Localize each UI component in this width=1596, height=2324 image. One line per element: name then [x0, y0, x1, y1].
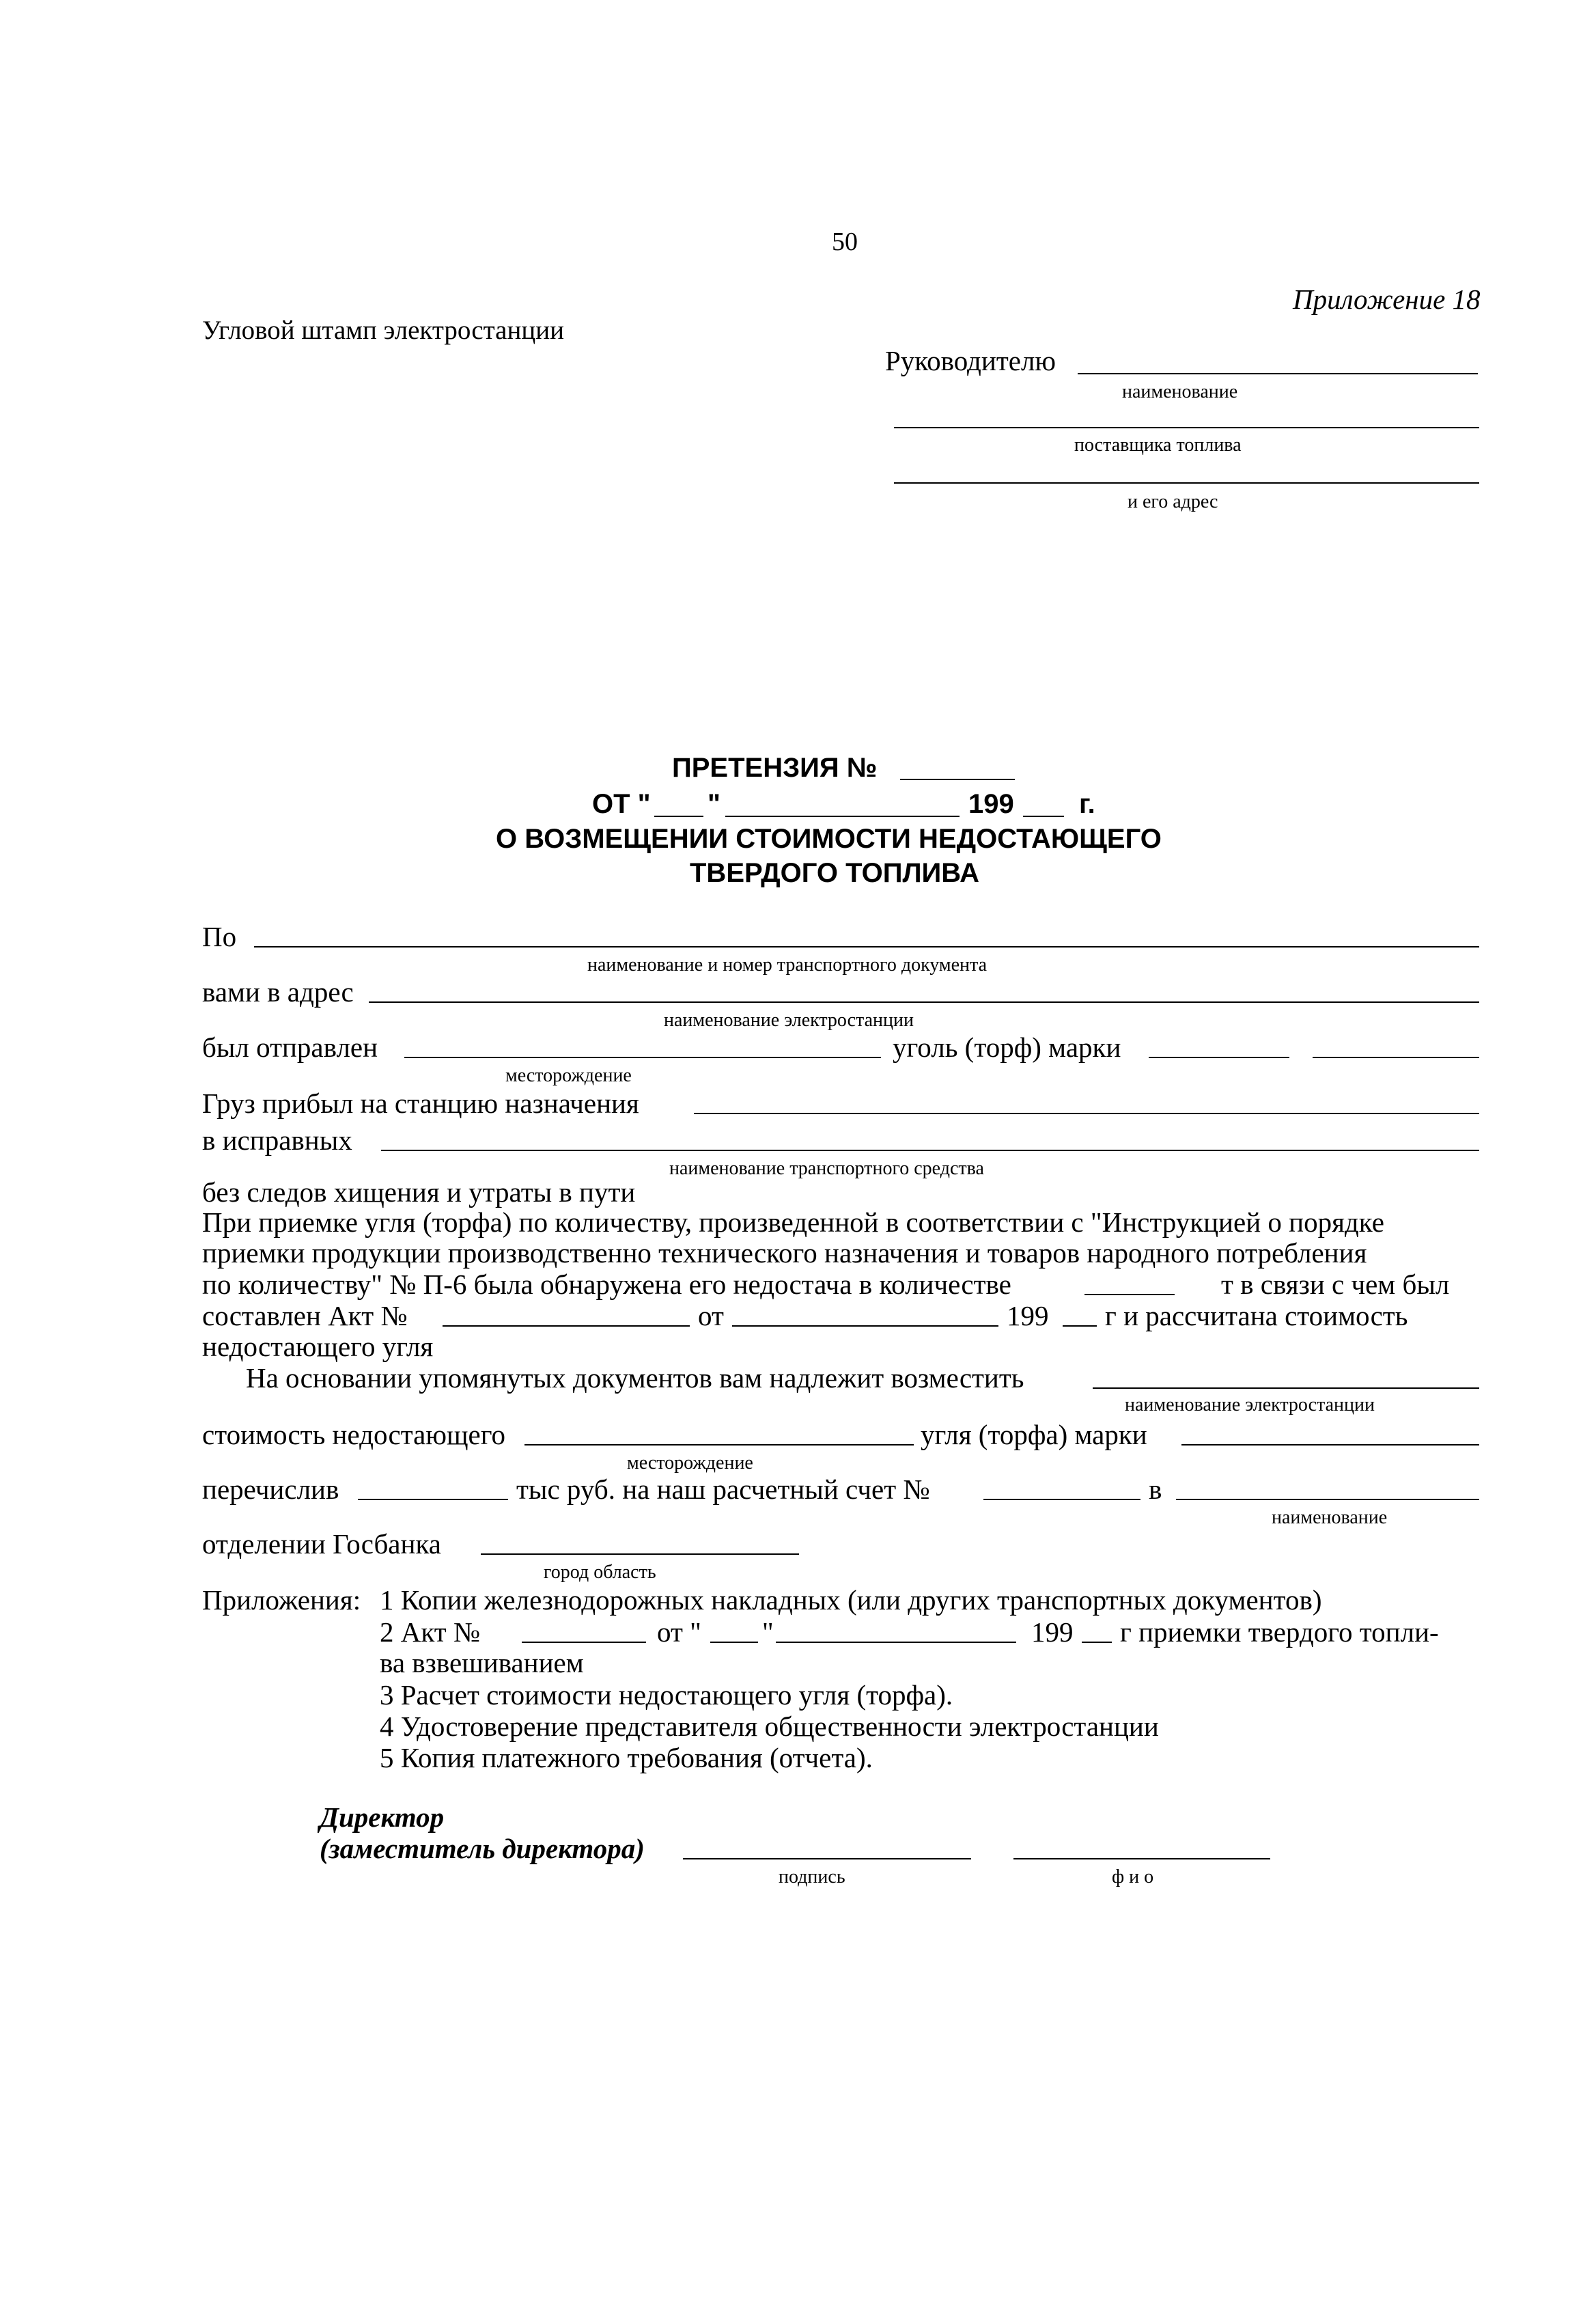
date-year-line [1023, 816, 1064, 817]
para1-line4b: от [698, 1300, 724, 1331]
claim-number-line [900, 779, 1015, 780]
caption-fio: ф и о [1112, 1866, 1154, 1887]
para2-line1: На основании упомянутых документов вам надлежит возместить [246, 1362, 1024, 1394]
para1-line5: недостающего угля [202, 1331, 434, 1362]
attachment-item-1: 1 Копии железнодорожных накладных (или других транспортных документов) [380, 1584, 1322, 1616]
caption-station2: наименование электростанции [1125, 1394, 1375, 1415]
caption-name: наименование [1272, 1507, 1388, 1528]
para1-line4c: 199 [1007, 1300, 1049, 1331]
label-otdelenii: отделении Госбанка [202, 1528, 441, 1560]
item2-day-line [710, 1642, 758, 1643]
station-line [369, 1001, 1479, 1003]
label-v: в [1149, 1474, 1162, 1505]
title-date-quote: " [708, 789, 720, 819]
stamp-label: Угловой штамп электростанции [202, 316, 564, 345]
para1-line1: При приемке угля (торфа) по количеству, произведенной в соответствии с "Инструкцией о порядке [202, 1206, 1384, 1238]
recipient-label: Руководителю [885, 345, 1056, 376]
page-number: 50 [832, 227, 858, 256]
deputy-label: (заместитель директора) [320, 1833, 645, 1864]
caption-power-station: наименование электростанции [664, 1010, 914, 1031]
title-line4: ТВЕРДОГО ТОПЛИВА [690, 858, 980, 888]
label-v-ispravnyh: в исправных [202, 1124, 352, 1156]
amount-line [358, 1499, 508, 1500]
label-stoimost: стоимость недостающего [202, 1419, 506, 1450]
item2-month-line [776, 1642, 1016, 1643]
label-po: По [202, 921, 237, 952]
caption-deposit: месторождение [505, 1065, 632, 1086]
title-date-year: 199 [968, 789, 1014, 819]
director-label: Директор [320, 1801, 445, 1833]
attachment-item-5: 5 Копия платежного требования (отчета). [380, 1742, 873, 1773]
signature-line [683, 1858, 971, 1859]
destination-line [694, 1113, 1479, 1114]
label-perechisliv: перечислив [202, 1474, 339, 1505]
para1-line4a: составлен Акт № [202, 1300, 408, 1331]
attachment-item-3: 3 Расчет стоимости недостающего угля (торфа). [380, 1679, 953, 1711]
para1-line3a: по количеству" № П-6 была обнаружена его недостача в количестве [202, 1269, 1011, 1300]
fio-line [1013, 1858, 1270, 1859]
item2-year-line [1082, 1642, 1112, 1643]
caption-transport-doc: наименование и номер транспортного документа [587, 954, 988, 976]
bank-name-line [1176, 1499, 1479, 1500]
reimburse-station-line [1093, 1387, 1479, 1389]
attachment-item-2-year: 199 [1031, 1616, 1074, 1648]
appendix-label: Приложение 18 [1293, 283, 1481, 315]
recipient-supplier-line [894, 427, 1479, 428]
recipient-address-line [894, 482, 1479, 484]
para1-line2: приемки продукции производственно технического назначения и товаров народного потребления [202, 1237, 1367, 1269]
deposit-line [404, 1057, 881, 1058]
title-line3: О ВОЗМЕЩЕНИИ СТОИМОСТИ НЕДОСТАЮЩЕГО [496, 824, 1162, 854]
caption-city: город область [544, 1562, 656, 1583]
text-bez-sledov: без следов хищения и утраты в пути [202, 1176, 636, 1208]
label-gruz-pribyl: Груз прибыл на станцию назначения [202, 1088, 639, 1119]
shortage-amount-line [1084, 1294, 1175, 1295]
label-uglya-marki: угля (торфа) марки [921, 1419, 1147, 1450]
act-number-line [443, 1325, 690, 1327]
title-claim: ПРЕТЕНЗИЯ № [672, 753, 878, 783]
caption-name: наименование [1122, 381, 1238, 402]
act-year-line [1063, 1325, 1097, 1327]
grade-line-2 [1313, 1057, 1479, 1058]
attachment-item-2-cont: ва взвешиванием [380, 1647, 584, 1678]
caption-address: и его адрес [1128, 491, 1218, 512]
caption-vehicle: наименование транспортного средства [669, 1158, 984, 1179]
transport-doc-line [254, 946, 1479, 947]
label-vam-v-adres: вами в адрес [202, 976, 354, 1008]
caption-supplier: поставщика топлива [1074, 434, 1242, 456]
recipient-name-line [1078, 373, 1478, 374]
date-month-line [725, 816, 960, 817]
attachment-item-4: 4 Удостоверение представителя общественности электростанции [380, 1711, 1159, 1742]
date-day-line [654, 816, 703, 817]
deposit-line-2 [524, 1444, 914, 1445]
account-line [983, 1499, 1140, 1500]
vehicle-line [381, 1150, 1479, 1151]
attachment-item-2: 2 Акт № [380, 1616, 481, 1648]
attachments-label: Приложения: [202, 1584, 361, 1616]
caption-signature: подпись [779, 1866, 845, 1887]
label-byl-otpravlen: был отправлен [202, 1032, 378, 1063]
label-ugol-marki: уголь (торф) марки [893, 1032, 1121, 1063]
grade-line-3 [1181, 1444, 1479, 1445]
act-date-line [732, 1325, 998, 1327]
label-tys-rub: тыс руб. на наш расчетный счет № [516, 1474, 930, 1505]
para1-line3b: т в связи с чем был [1221, 1269, 1450, 1300]
branch-line [481, 1553, 799, 1555]
attachment-item-2-from: от " [657, 1616, 701, 1648]
title-date-prefix: ОТ " [592, 789, 651, 819]
item2-act-number-line [522, 1642, 646, 1643]
title-date-suffix: г. [1079, 789, 1095, 819]
attachment-item-2-tail: г приемки твердого топли- [1120, 1616, 1439, 1648]
caption-deposit2: месторождение [627, 1452, 753, 1474]
attachment-item-2-quote: " [762, 1616, 774, 1648]
grade-line-1 [1149, 1057, 1289, 1058]
para1-line4d: г и рассчитана стоимость [1105, 1300, 1408, 1331]
